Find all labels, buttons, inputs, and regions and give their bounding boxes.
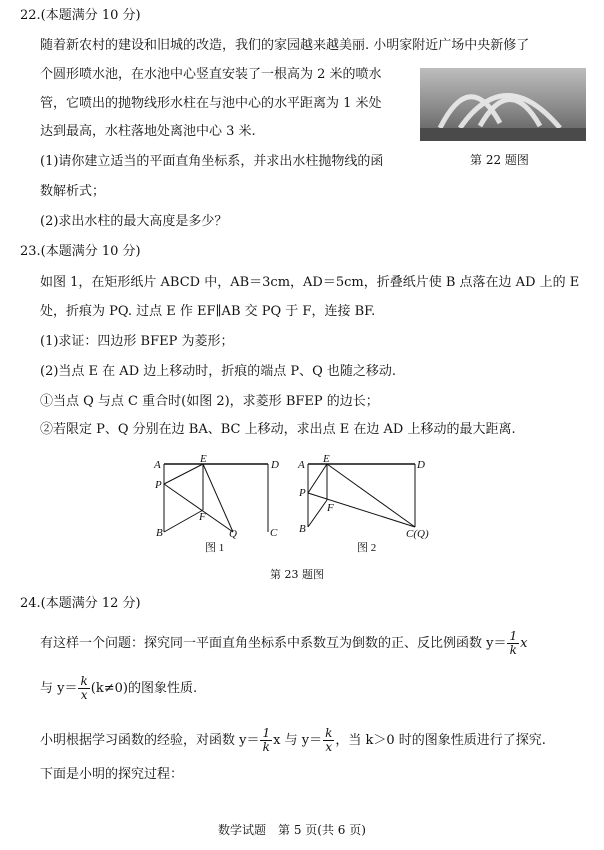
fraction — [260, 727, 272, 754]
text: (k≠0)的图象性质. — [90, 681, 198, 696]
q22-line: (2)求出水柱的最大高度是多少？ — [40, 214, 228, 229]
q22-figure-caption: 第 22 题图 — [470, 153, 529, 167]
label-A: A — [298, 459, 305, 471]
q22-line: (1)请你建立适当的平面直角坐标系，并求出水柱抛物线的函 — [40, 154, 384, 169]
q22-heading: 22.(本题满分 10 分) — [20, 8, 141, 23]
fraction — [78, 675, 89, 702]
q22-line: 达到最高，水柱落地处离池中心 3 米. — [40, 124, 256, 139]
label-C: C — [270, 527, 278, 539]
q22-line: 个圆形喷水池，在水池中心竖直安装了一根高为 2 米的喷水 — [40, 67, 382, 82]
fraction — [507, 630, 519, 657]
label-CQ: C(Q) — [406, 528, 429, 540]
label-D: D — [417, 459, 425, 471]
label-F: F — [327, 502, 334, 514]
q23-line: ①当点 Q 与点 C 重合时(如图 2)，求菱形 BFEP 的边长； — [40, 394, 379, 409]
label-P: P — [155, 479, 162, 491]
label-E: E — [323, 453, 330, 465]
q24-line-3 — [40, 727, 546, 754]
q23-line: 处，折痕为 PQ. 过点 E 作 EF∥AB 交 PQ 于 F，连接 BF. — [40, 304, 376, 319]
figure-2-caption: 图 2 — [357, 542, 377, 554]
label-P: P — [299, 487, 306, 499]
text: ，当 k＞0 时的图象性质进行了探究. — [335, 733, 546, 748]
label-B: B — [299, 523, 306, 535]
label-B: B — [156, 527, 163, 539]
q23-line: (2)当点 E 在 AD 边上移动时，折痕的端点 P、Q 也随之移动. — [40, 364, 397, 379]
denominator: k — [509, 643, 517, 657]
label-Q: Q — [229, 528, 237, 540]
fountain-image — [420, 68, 586, 141]
label-D: D — [271, 459, 279, 471]
q24-heading: 24.(本题满分 12 分) — [20, 596, 141, 611]
label-A: A — [154, 459, 161, 471]
text: x — [520, 636, 528, 651]
q22-line: 数解析式； — [40, 184, 106, 199]
label-E: E — [200, 453, 207, 465]
q23-line: 如图 1，在矩形纸片 ABCD 中，AB＝3cm，AD＝5cm，折叠纸片使 B 点落在边 AD 上的 E — [40, 275, 580, 290]
figure-2 — [308, 464, 415, 527]
text: x 与 y＝ — [273, 733, 323, 748]
fountain-photo — [420, 68, 586, 141]
text: 小明根据学习函数的经验，对函数 y＝ — [40, 733, 260, 748]
q24-line-1 — [40, 630, 527, 657]
figure-1 — [164, 464, 268, 532]
q24-line-4: 下面是小明的探究过程： — [40, 767, 184, 782]
numerator: k — [325, 726, 333, 740]
q23-figure-caption: 第 23 题图 — [270, 568, 324, 581]
q23-line: ②若限定 P、Q 分别在边 BA、BC 上移动，求出点 E 在边 AD 上移动的最大距离. — [40, 422, 516, 437]
q22-line: 随着新农村的建设和旧城的改造，我们的家园越来越美丽. 小明家附近广场中央新修了 — [40, 38, 530, 53]
numerator: 1 — [262, 726, 271, 740]
text: 有这样一个问题：探究同一平面直角坐标系中系数互为倒数的正、反比例函数 y＝ — [40, 636, 507, 651]
numerator: 1 — [509, 629, 518, 643]
text: 与 y＝ — [40, 681, 78, 696]
figure-1-caption: 图 1 — [205, 542, 225, 554]
denominator: x — [80, 688, 88, 702]
q23-figures — [0, 440, 604, 570]
q22-line: 管，它喷出的抛物线形水柱在与池中心的水平距离为 1 米处 — [40, 96, 382, 111]
q23-line: (1)求证：四边形 BFEP 为菱形； — [40, 334, 234, 349]
numerator: k — [80, 674, 88, 688]
denominator: k — [262, 740, 270, 754]
page-footer: 数学试题 第 5 页(共 6 页) — [218, 823, 366, 837]
fraction — [323, 727, 334, 754]
label-F: F — [199, 511, 206, 523]
q24-line-2 — [40, 675, 197, 702]
q23-heading: 23.(本题满分 10 分) — [20, 244, 141, 259]
denominator: x — [325, 740, 333, 754]
